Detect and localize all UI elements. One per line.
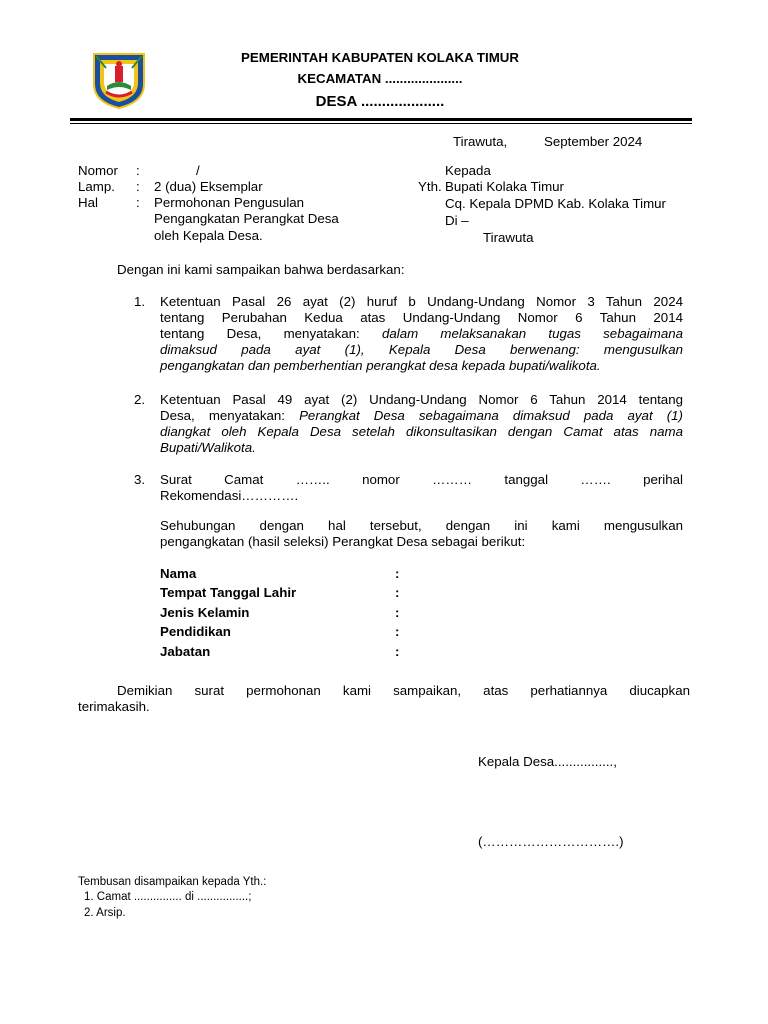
item3-line-2: Rekomendasi………….: [160, 488, 299, 503]
item2-line-4: Bupati/Walikota.: [160, 440, 256, 455]
lamp-value: 2 (dua) Eksemplar: [154, 179, 263, 194]
nomor-sep: :: [136, 163, 140, 178]
nomor-value: /: [196, 163, 200, 178]
intro-text: Dengan ini kami sampaikan bahwa berdasarkan:: [117, 262, 405, 277]
place-label: Tirawuta,: [453, 134, 508, 149]
item3-paragraph: [160, 472, 683, 504]
item2-paragraph: [160, 392, 683, 456]
item1-line-3-normal: tentang Desa, menyatakan:: [160, 326, 360, 341]
item2-line-2: [160, 408, 683, 424]
header-thick-rule: [70, 118, 692, 121]
closing-line-1: Demikian surat permohonan kami sampaikan, atas perhatiannya diucapkan: [117, 683, 690, 698]
nomor-label: Nomor: [78, 163, 118, 178]
item1-line-3-italic: dalam melaksanakan tugas sebagaimana: [381, 326, 684, 341]
hal-label: Hal: [78, 195, 98, 210]
item1-line-4: dimaksud pada ayat (1), Kepala Desa berwenang: mengusulkan: [160, 342, 683, 357]
recipient-line-2: Cq. Kepala DPMD Kab. Kolaka Timur: [445, 196, 666, 211]
lamp-sep: :: [136, 179, 140, 194]
item1-paragraph: [160, 294, 683, 374]
cc-item-1: 1. Camat ............... di ................;: [84, 891, 252, 903]
signature-name: (………………………….): [478, 834, 624, 849]
recipient-line-1: Bupati Kolaka Timur: [445, 179, 564, 194]
field-label-jenis-kelamin: Jenis Kelamin: [160, 605, 250, 620]
hal-value-3: oleh Kepala Desa.: [154, 228, 263, 243]
field-label-jabatan: Jabatan: [160, 644, 211, 659]
kepada-label: Kepada: [445, 163, 491, 178]
field-sep-jabatan: :: [395, 644, 400, 659]
item3-followup-line-1: Sehubungan dengan hal tersebut, dengan ini kami mengusulkan: [160, 518, 683, 533]
field-sep-pendidikan: :: [395, 624, 400, 639]
field-sep-ttl: :: [395, 585, 400, 600]
date-label: September 2024: [544, 134, 643, 149]
cc-item-2: 2. Arsip.: [84, 907, 126, 919]
hal-sep: :: [136, 195, 140, 210]
header-line-2: KECAMATAN .....................: [297, 71, 463, 86]
item3-followup-line-2: pengangkatan (hasil seleksi) Perangkat Desa sebagai berikut:: [160, 534, 526, 549]
field-sep-jenis-kelamin: :: [395, 605, 400, 620]
recipient-city: Tirawuta: [483, 230, 534, 245]
hal-value-1: Permohonan Pengusulan: [154, 195, 305, 210]
item2-line-1: Ketentuan Pasal 49 ayat (2) Undang-Undang Nomor 6 Tahun 2014 tentang: [160, 392, 683, 407]
field-label-nama: Nama: [160, 566, 197, 581]
yth-label: Yth.: [418, 179, 442, 194]
item1-line-5: pengangkatan dan pemberhentian perangkat desa kepada bupati/walikota.: [160, 358, 601, 373]
item3-number: 3.: [134, 472, 146, 487]
hal-value-2: Pengangkatan Perangkat Desa: [154, 211, 339, 226]
item1-line-1: Ketentuan Pasal 26 ayat (2) huruf b Undang-Undang Nomor 3 Tahun 2024: [160, 294, 683, 309]
cc-title: Tembusan disampaikan kepada Yth.:: [78, 876, 267, 888]
item2-line-2-italic: Perangkat Desa sebagaimana dimaksud pada ayat (1): [299, 408, 683, 423]
header-line-3: DESA ....................: [315, 93, 445, 110]
header-line-1: PEMERINTAH KABUPATEN KOLAKA TIMUR: [241, 50, 519, 65]
lamp-label: Lamp.: [78, 179, 115, 194]
closing-paragraph: [78, 683, 690, 715]
recipient-di: Di –: [445, 213, 469, 228]
regency-emblem-icon: [90, 50, 148, 110]
item2-number: 2.: [134, 392, 146, 407]
item2-line-2-normal: Desa, menyatakan:: [160, 408, 285, 423]
field-label-ttl: Tempat Tanggal Lahir: [160, 585, 297, 600]
item3-followup: [160, 518, 683, 550]
signature-title: Kepala Desa................,: [478, 754, 617, 769]
field-label-pendidikan: Pendidikan: [160, 624, 231, 639]
item1-number: 1.: [134, 294, 146, 309]
item3-line-1: Surat Camat …….. nomor ……… tanggal ……. perihal: [160, 472, 683, 487]
item2-line-3: diangkat oleh Kepala Desa setelah dikonsultasikan dengan Camat atas nama: [160, 424, 683, 439]
header-thin-rule: [70, 123, 692, 124]
item1-line-3: [160, 326, 683, 342]
closing-line-2: terimakasih.: [78, 699, 150, 714]
item1-line-2: tentang Perubahan Kedua atas Undang-Undang Nomor 6 Tahun 2014: [160, 310, 683, 325]
field-sep-nama: :: [395, 566, 400, 581]
